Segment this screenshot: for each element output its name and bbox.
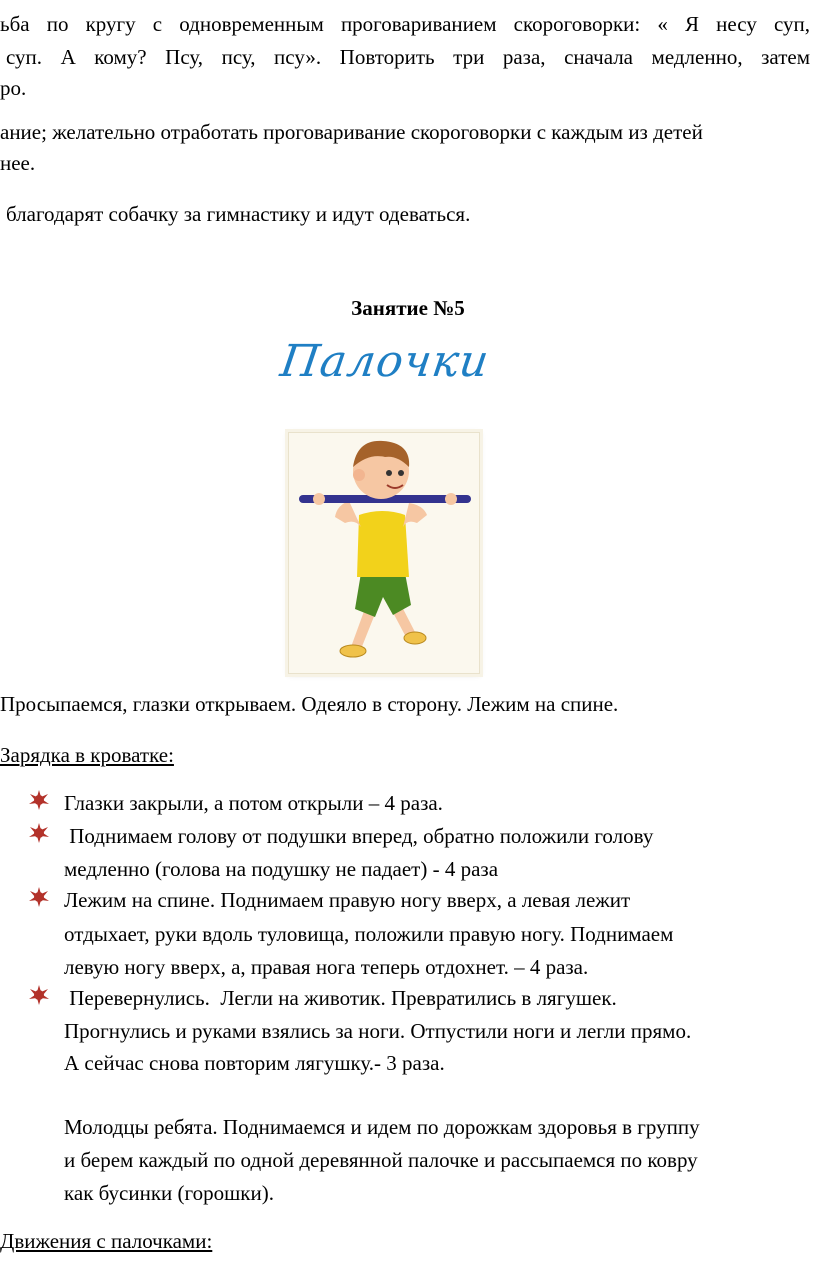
intro-line-1: ьба по кругу с одновременным проговариванием скороговорки: « Я несу суп, (0, 12, 810, 36)
closing-line-3: как бусинки (горошки). (64, 1181, 274, 1205)
intro-line-3: ро. (0, 76, 27, 100)
movements-heading: Движения с палочками: (0, 1229, 213, 1253)
bullet-2-line-1: Поднимаем голову от подушки вперед, обратно положили голову (64, 824, 654, 848)
bullet-4-line-2: Прогнулись и руками взялись за ноги. Отпустили ноги и легли прямо. (64, 1019, 692, 1043)
intro-line-4: ание; желательно отработать проговаривание скороговорки с каждым из детей (0, 120, 703, 144)
intro-line-5: нее. (0, 151, 36, 175)
bullet-1-line-1: Глазки закрыли, а потом открыли – 4 раза. (64, 791, 443, 815)
bullet-4-line-1: Перевернулись. Легли на животик. Превратились в лягушек. (64, 986, 617, 1010)
bullet-flower-icon (28, 984, 50, 1006)
boy-with-stick-illustration (289, 433, 479, 673)
intro-line-6: благодарят собачку за гимнастику и идут одеваться. (6, 202, 471, 226)
bullet-flower-icon (28, 789, 50, 811)
wake-up-line: Просыпаемся, глазки открываем. Одеяло в сторону. Лежим на спине. (0, 692, 619, 716)
illustration-frame (288, 432, 480, 674)
bullet-3-line-3: левую ногу вверх, а, правая нога теперь отдохнет. – 4 раза. (64, 955, 589, 979)
lesson-number-title: Занятие №5 (351, 296, 465, 320)
closing-line-1: Молодцы ребята. Поднимаемся и идем по дорожкам здоровья в группу (64, 1115, 700, 1139)
bullet-flower-icon (28, 822, 50, 844)
bullet-4-line-3: А сейчас снова повторим лягушку.- 3 раза. (64, 1051, 445, 1075)
bullet-3-line-2: отдыхает, руки вдоль туловища, положили правую ногу. Поднимаем (64, 922, 674, 946)
bullet-2-line-2: медленно (голова на подушку не падает) - 4 раза (64, 857, 499, 881)
intro-line-2: суп. А кому? Псу, псу, псу». Повторить три раза, сначала медленно, затем (6, 45, 810, 69)
bullet-3-line-1: Лежим на спине. Поднимаем правую ногу вверх, а левая лежит (64, 888, 631, 912)
lesson-name: Палочки (277, 336, 493, 387)
closing-line-2: и берем каждый по одной деревянной палочке и рассыпаемся по ковру (64, 1148, 698, 1172)
bullet-flower-icon (28, 886, 50, 908)
exercise-heading: Зарядка в кроватке: (0, 743, 174, 767)
